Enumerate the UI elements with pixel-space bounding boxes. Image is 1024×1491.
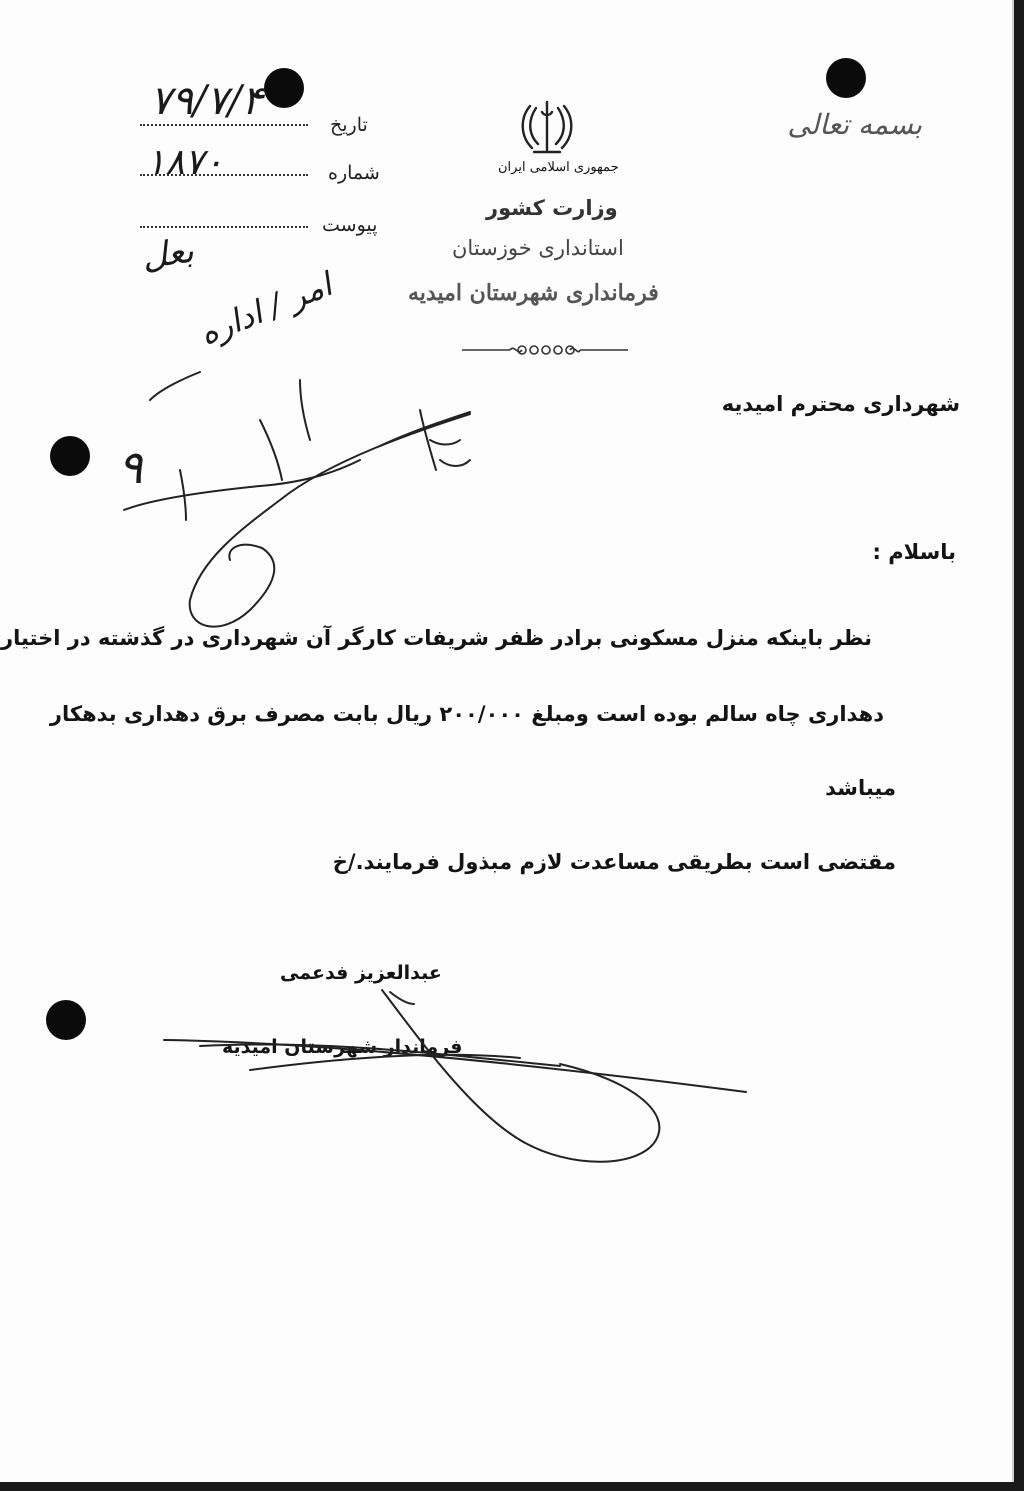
punch-hole-bottom [46, 1000, 86, 1040]
signer-name: عبدالعزیز فدعمی [280, 962, 442, 984]
bismillah: بسمه تعالی [787, 108, 922, 141]
body-line-3: میباشد [825, 776, 896, 800]
date-line [140, 124, 308, 126]
attachment-line [140, 226, 308, 228]
number-value: ۱۸۷۰ [146, 142, 224, 183]
number-label: شماره [328, 162, 380, 184]
handwritten-note-3: ۹ [118, 440, 143, 494]
punch-hole-top-left [264, 68, 304, 108]
date-value: ۷۹/۷/۴ [150, 78, 263, 124]
emblem-caption: جمهوری اسلامی ایران [498, 160, 619, 175]
ministry-name: وزارت کشور [486, 196, 618, 220]
signer-title: فرماندار شهرستان امیدیه [222, 1036, 463, 1058]
punch-hole-top-right [826, 58, 866, 98]
body-line-2: دهداری چاه سالم بوده است ومبلغ ۲۰۰/۰۰۰ ریال بابت مصرف برق دهداری بدهکار [49, 702, 884, 726]
date-label: تاریخ [330, 114, 368, 136]
ornament-divider-icon [460, 340, 630, 360]
office-name: فرمانداری شهرستان امیدیه [408, 280, 659, 306]
punch-hole-middle [50, 436, 90, 476]
handwritten-note-2: امر / اداره [193, 265, 338, 353]
iran-emblem-icon [516, 98, 578, 156]
body-line-4: مقتضی است بطریقی مساعدت لازم مبذول فرمایند./خ [332, 850, 896, 874]
province-name: استانداری خوزستان [452, 236, 624, 260]
body-line-1: نظر باینکه منزل مسکونی برادر ظفر شریفات کارگر آن شهرداری در گذشته در اختیار [1, 626, 872, 650]
attachment-label: پیوست [322, 214, 378, 236]
recipient: شهرداری محترم امیدیه [721, 392, 960, 416]
handwritten-note-1: بعل [139, 230, 197, 278]
greeting: باسلام : [872, 540, 956, 564]
